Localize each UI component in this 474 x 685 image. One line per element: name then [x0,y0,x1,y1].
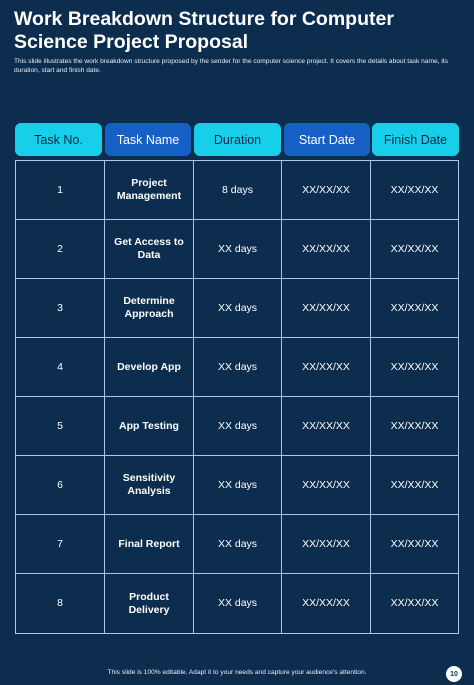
footer-note: This slide is 100% editable. Adapt it to your needs and capture your audience's attention. [107,669,367,676]
duration-cell: XX days [194,397,282,455]
start-date-cell: XX/XX/XX [282,574,371,633]
start-date-cell: XX/XX/XX [282,279,371,337]
task-name-cell: Project Management [105,161,194,219]
task-name-cell: Sensitivity Analysis [105,456,194,514]
start-date-cell: XX/XX/XX [282,161,371,219]
start-date-cell: XX/XX/XX [282,338,371,396]
task-table [15,160,459,634]
task-name-cell: App Testing [105,397,194,455]
task-name-cell: Determine Approach [105,279,194,337]
table-row [16,574,458,633]
page-number-badge: 10 [446,666,462,682]
task-no-cell: 1 [16,161,105,219]
task-no-cell: 6 [16,456,105,514]
finish-date-cell: XX/XX/XX [390,183,439,196]
header-task-name: Task Name [105,123,191,156]
table-row [16,397,458,456]
task-no-cell: 2 [16,220,105,278]
page-description: This slide illustrates the work breakdown structure proposed by the sender for the computer science project. It covers the details about task name, its duration, start and finish date. [14,58,448,74]
header-finish-date: Finish Date [372,123,459,156]
duration-cell: XX days [194,338,282,396]
table-row [16,515,458,574]
duration-cell: 8 days [194,161,282,219]
start-date-cell: XX/XX/XX [282,456,371,514]
duration-cell: XX days [194,456,282,514]
start-date-cell: XX/XX/XX [282,397,371,455]
finish-date-cell: XX/XX/XX [390,301,439,314]
table-row [16,161,458,220]
table-header [15,123,459,156]
finish-date-cell: XX/XX/XX [390,478,439,491]
task-no-cell: 3 [16,279,105,337]
task-no-cell: 8 [16,574,105,633]
task-name-cell: Product Delivery [105,574,194,633]
task-name-cell: Develop App [105,338,194,396]
header-task-no: Task No. [15,123,102,156]
table-row [16,456,458,515]
header-start-date: Start Date [284,123,370,156]
task-no-cell: 7 [16,515,105,573]
finish-date-cell: XX/XX/XX [390,242,439,255]
task-no-cell: 5 [16,397,105,455]
task-name-cell: Get Access to Data [105,220,194,278]
table-row [16,279,458,338]
start-date-cell: XX/XX/XX [282,515,371,573]
table-row [16,338,458,397]
task-name-cell: Final Report [105,515,194,573]
duration-cell: XX days [194,574,282,633]
duration-cell: XX days [194,220,282,278]
start-date-cell: XX/XX/XX [282,220,371,278]
duration-cell: XX days [194,515,282,573]
finish-date-cell: XX/XX/XX [390,360,439,373]
duration-cell: XX days [194,279,282,337]
finish-date-cell: XX/XX/XX [390,537,439,550]
page-title: Work Breakdown Structure for Computer Science Project Proposal [14,8,394,53]
finish-date-cell: XX/XX/XX [390,597,439,609]
finish-date-cell: XX/XX/XX [390,419,439,432]
table-row [16,220,458,279]
task-no-cell: 4 [16,338,105,396]
header-duration: Duration [194,123,281,156]
